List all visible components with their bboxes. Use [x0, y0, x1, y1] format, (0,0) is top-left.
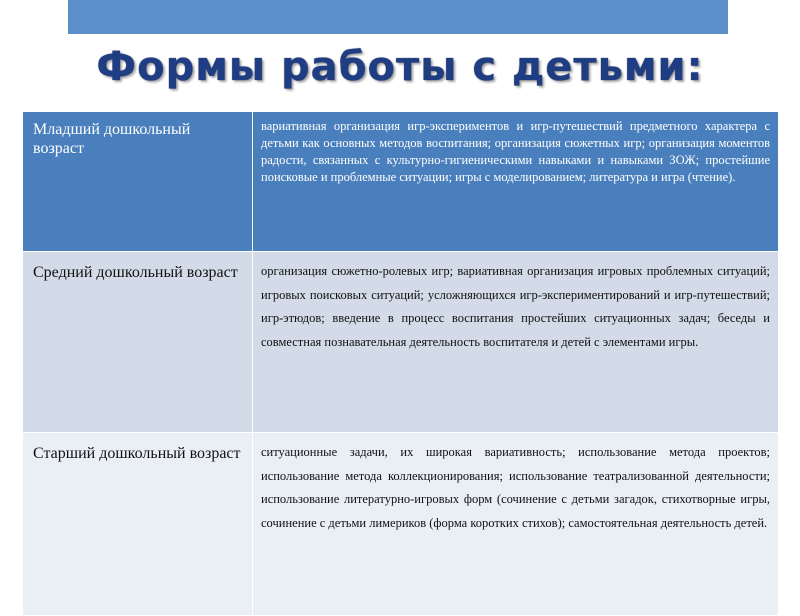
table-row	[23, 112, 779, 252]
top-accent-bar	[68, 0, 728, 34]
forms-cell-middle: организация сюжетно-ролевых игр; вариативная организация игровых проблемных ситуаций; игровых поисковых ситуаций; усложняющихся игр-экспериментирований и игр-путешествий; игр-этюдов; введение в процесс воспитания простейших ситуационных задач; беседы и совместная познавательная деятельность воспитателя и детей с элементами игры.	[253, 252, 779, 433]
table-row	[23, 252, 779, 433]
age-cell-junior: Младший дошкольный возраст	[23, 112, 253, 252]
forms-table	[22, 111, 779, 616]
age-cell-middle: Средний дошкольный возраст	[23, 252, 253, 433]
table-row	[23, 433, 779, 616]
forms-cell-senior: ситуационные задачи, их широкая вариативность; использование метода проектов; использование метода коллекционирования; использование театрализованной деятельности; использование литературно-игровых форм (сочинение с детьми загадок, стихотворные игры, сочинение с детьми лимериков (форма коротких стихов); самостоятельная деятельность детей.	[253, 433, 779, 616]
forms-cell-junior: вариативная организация игр-экспериментов и игр-путешествий предметного характера с детьми как основных методов воспитания; организация сюжетных игр; организация моментов радости, связанных с культурно-гигиеническими навыками и навыками ЗОЖ; простейшие поисковые и проблемные ситуации; игры с моделированием; литература и игра (чтение).	[253, 112, 779, 252]
age-cell-senior: Старший дошкольный возраст	[23, 433, 253, 616]
slide-title: Формы работы с детьми:	[96, 44, 704, 90]
